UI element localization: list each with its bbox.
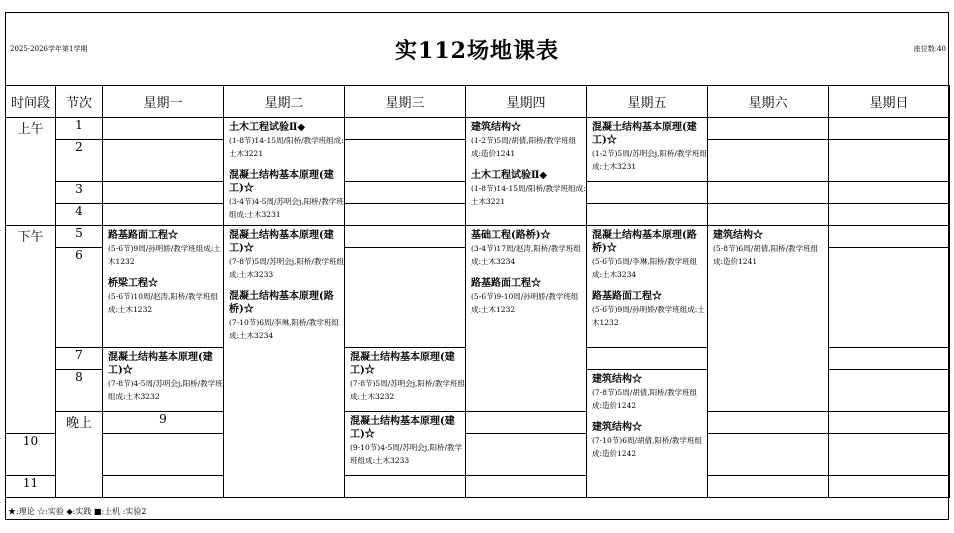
col-sunday: 星期日 bbox=[829, 86, 950, 118]
course-info: (3-4节)17周/赵涛,阳桥/教学班组成:土木3234 bbox=[471, 244, 581, 266]
course-info: (5-6节)5周/李琳,阳桥/教学班组成:土木3234 bbox=[592, 257, 698, 279]
seat-count: 座位数:40 bbox=[913, 45, 946, 53]
course-cell[interactable] bbox=[224, 118, 345, 226]
course-name: 路基路面工程☆ bbox=[471, 278, 541, 289]
empty-cell bbox=[829, 370, 950, 412]
empty-cell bbox=[345, 140, 466, 182]
slot-number: 6 bbox=[56, 248, 103, 348]
col-monday: 星期一 bbox=[103, 86, 224, 118]
course-entry bbox=[466, 160, 586, 208]
col-thursday: 星期四 bbox=[466, 86, 587, 118]
col-friday: 星期五 bbox=[587, 86, 708, 118]
course-entry bbox=[345, 348, 465, 403]
empty-cell bbox=[829, 248, 950, 348]
course-cell[interactable] bbox=[345, 348, 466, 412]
empty-cell bbox=[829, 118, 950, 140]
course-info: (1-2节)5周/苏明会j,阳桥/教学班组成:土木3231 bbox=[592, 149, 707, 171]
course-name: 建筑结构☆ bbox=[471, 122, 521, 133]
empty-cell bbox=[708, 118, 829, 140]
empty-cell bbox=[103, 434, 224, 476]
course-name: 混凝土结构基本原理(建工)☆ bbox=[592, 122, 697, 146]
empty-cell bbox=[708, 434, 829, 476]
table-row bbox=[6, 226, 950, 248]
course-entry bbox=[466, 118, 586, 160]
slot-number: 2 bbox=[56, 140, 103, 182]
col-tuesday: 星期二 bbox=[224, 86, 345, 118]
empty-cell bbox=[708, 204, 829, 226]
course-info: (5-6节)10周/赵涛,阳桥/教学班组成:土木1232 bbox=[108, 292, 218, 314]
schedule-table bbox=[5, 85, 950, 498]
course-cell[interactable] bbox=[587, 118, 708, 182]
course-name: 混凝土结构基本原理(建工)☆ bbox=[350, 416, 455, 440]
course-entry bbox=[224, 281, 344, 342]
empty-cell bbox=[829, 476, 950, 498]
course-cell[interactable] bbox=[466, 226, 587, 412]
empty-cell bbox=[345, 248, 466, 348]
col-slot: 节次 bbox=[56, 86, 103, 118]
course-entry bbox=[224, 160, 344, 221]
col-saturday: 星期六 bbox=[708, 86, 829, 118]
course-entry bbox=[587, 226, 707, 281]
course-info: (1-8节)14-15周/阳桥/教学班组成:土木3221 bbox=[471, 184, 586, 206]
empty-cell bbox=[345, 476, 466, 498]
course-name: 建筑结构☆ bbox=[592, 422, 642, 433]
header-row bbox=[6, 86, 950, 118]
course-entry bbox=[345, 412, 465, 467]
period-morning: 上午 bbox=[6, 118, 56, 226]
empty-cell bbox=[466, 476, 587, 498]
course-cell[interactable] bbox=[466, 118, 587, 226]
course-name: 桥梁工程☆ bbox=[108, 278, 158, 289]
empty-cell bbox=[708, 412, 829, 434]
course-cell[interactable] bbox=[103, 348, 224, 412]
course-entry bbox=[587, 412, 707, 460]
empty-cell bbox=[103, 140, 224, 182]
course-name: 混凝土结构基本原理(路桥)☆ bbox=[592, 230, 697, 254]
course-cell[interactable] bbox=[224, 226, 345, 498]
course-name: 混凝土结构基本原理(建工)☆ bbox=[108, 352, 213, 376]
course-entry bbox=[587, 118, 707, 173]
course-name: 建筑结构☆ bbox=[713, 230, 763, 241]
empty-cell bbox=[829, 434, 950, 476]
course-info: (5-6节)9周/孙明娇/教学班组成:土木1232 bbox=[592, 305, 705, 327]
empty-cell bbox=[587, 182, 708, 204]
course-info: (5-6节)9-10周/孙明娇/教学班组成:土木1232 bbox=[471, 292, 579, 314]
empty-cell bbox=[829, 412, 950, 434]
course-cell[interactable] bbox=[345, 412, 466, 476]
empty-cell bbox=[829, 226, 950, 248]
course-name: 混凝土结构基本原理(路桥)☆ bbox=[229, 291, 334, 315]
course-info: (7-8节)4-5周/苏明会j,阳桥/教学班组成:土木3232 bbox=[108, 379, 223, 401]
empty-cell bbox=[103, 118, 224, 140]
period-afternoon: 下午 bbox=[6, 226, 56, 434]
course-entry bbox=[224, 226, 344, 281]
course-name: 混凝土结构基本原理(建工)☆ bbox=[350, 352, 455, 376]
empty-cell bbox=[708, 476, 829, 498]
course-entry bbox=[103, 348, 223, 403]
course-name: 路基路面工程☆ bbox=[108, 230, 178, 241]
course-info: (7-8节)5周/苏明会j,阳桥/教学班组成:土木3233 bbox=[229, 257, 344, 279]
course-info: (7-10节)6周/胡倩,阳桥/教学班组成:造价1242 bbox=[592, 436, 702, 458]
empty-cell bbox=[345, 204, 466, 226]
slot-number: 10 bbox=[6, 434, 56, 476]
slot-number: 3 bbox=[56, 182, 103, 204]
slot-number: 11 bbox=[6, 476, 56, 498]
empty-cell bbox=[345, 182, 466, 204]
course-entry bbox=[708, 226, 828, 268]
course-entry bbox=[466, 226, 586, 268]
course-cell[interactable] bbox=[587, 370, 708, 498]
empty-cell bbox=[587, 204, 708, 226]
empty-cell bbox=[829, 140, 950, 182]
course-name: 路基路面工程☆ bbox=[592, 291, 662, 302]
course-info: (5-6节)9周/孙明娇/教学班组成:土木1232 bbox=[108, 244, 221, 266]
course-entry bbox=[587, 281, 707, 329]
slot-number: 5 bbox=[56, 226, 103, 248]
course-info: (1-2节)5周/胡倩,阳桥/教学班组成:造价1241 bbox=[471, 136, 577, 158]
course-info: (7-8节)5周/苏明会j,阳桥/教学班组成:土木3232 bbox=[350, 379, 465, 401]
course-info: (9-10节)4-5周/苏明会j,阳桥/教学班组成:土木3233 bbox=[350, 443, 463, 465]
term-label: 2025-2026学年第1学期 bbox=[10, 45, 88, 53]
empty-cell bbox=[103, 204, 224, 226]
legend: ★:理论 ☆:实验 ◆:实践 ■:上机 :实验2 bbox=[8, 507, 147, 516]
course-cell[interactable] bbox=[103, 226, 224, 348]
course-entry bbox=[103, 268, 223, 316]
col-period: 时间段 bbox=[6, 86, 56, 118]
course-info: (7-8节)5周/胡倩,阳桥/教学班组成:造价1242 bbox=[592, 388, 698, 410]
course-cell[interactable] bbox=[708, 226, 829, 412]
empty-cell bbox=[466, 434, 587, 476]
empty-cell bbox=[103, 476, 224, 498]
empty-cell bbox=[345, 118, 466, 140]
empty-cell bbox=[345, 226, 466, 248]
course-info: (1-8节)14-15周/阳桥/教学班组成:土木3221 bbox=[229, 136, 344, 158]
course-info: (5-8节)6周/胡倩,阳桥/教学班组成:造价1241 bbox=[713, 244, 819, 266]
course-info: (7-10节)6周/李琳,阳桥/教学班组成:土木3234 bbox=[229, 318, 339, 340]
table-row bbox=[6, 434, 950, 476]
empty-cell bbox=[466, 412, 587, 434]
slot-number: 7 bbox=[56, 348, 103, 370]
course-name: 基础工程(路桥)☆ bbox=[471, 230, 551, 241]
empty-cell bbox=[708, 140, 829, 182]
empty-cell bbox=[103, 182, 224, 204]
slot-number: 9 bbox=[103, 412, 224, 434]
course-name: 土木工程试验Ⅱ◆ bbox=[471, 170, 548, 181]
course-name: 混凝土结构基本原理(建工)☆ bbox=[229, 170, 334, 194]
slot-number: 1 bbox=[56, 118, 103, 140]
col-wednesday: 星期三 bbox=[345, 86, 466, 118]
table-row bbox=[6, 412, 950, 434]
course-name: 土木工程试验Ⅱ◆ bbox=[229, 122, 306, 133]
slot-number: 4 bbox=[56, 204, 103, 226]
page-title: 实112场地课表 bbox=[395, 38, 559, 64]
period-evening: 晚上 bbox=[56, 412, 103, 498]
course-name: 建筑结构☆ bbox=[592, 374, 642, 385]
course-entry bbox=[466, 268, 586, 316]
table-row bbox=[6, 476, 950, 498]
empty-cell bbox=[829, 204, 950, 226]
table-row bbox=[6, 118, 950, 140]
empty-cell bbox=[829, 182, 950, 204]
course-cell[interactable] bbox=[587, 226, 708, 348]
slot-number: 8 bbox=[56, 370, 103, 412]
course-entry bbox=[587, 370, 707, 412]
course-entry bbox=[224, 118, 344, 160]
empty-cell bbox=[829, 348, 950, 370]
empty-cell bbox=[587, 348, 708, 370]
empty-cell bbox=[708, 182, 829, 204]
course-info: (3-4节)4-5周/苏明会j,阳桥/教学班组成:土木3231 bbox=[229, 197, 344, 219]
course-name: 混凝土结构基本原理(建工)☆ bbox=[229, 230, 334, 254]
course-entry bbox=[103, 226, 223, 268]
